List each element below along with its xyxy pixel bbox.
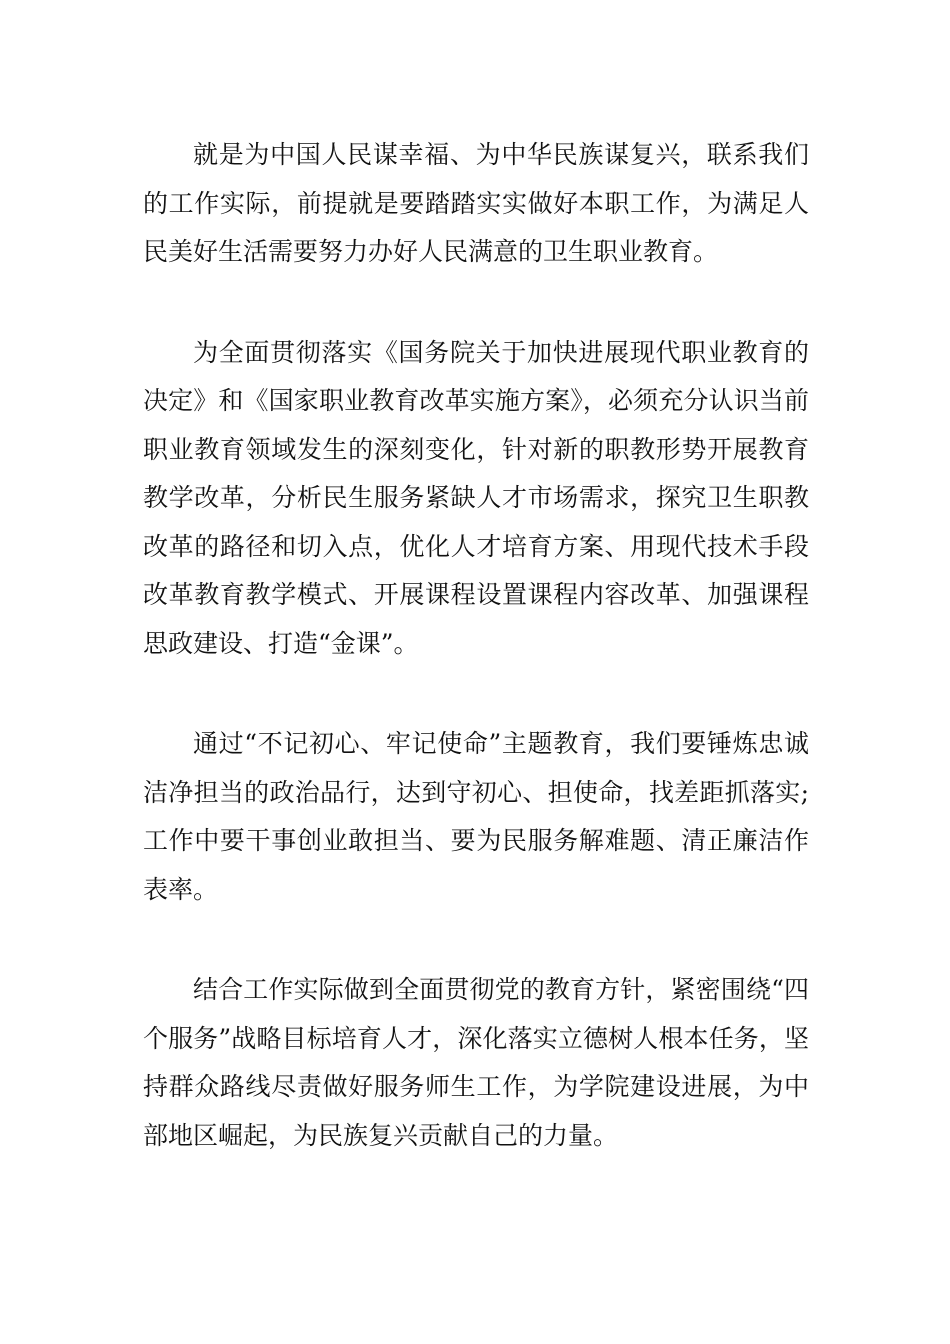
paragraph-1: 就是为中国人民谋幸福、为中华民族谋复兴，联系我们的工作实际，前提就是要踏踏实实做好本职工作，为满足人民美好生活需要努力办好人民满意的卫生职业教育。 [143,140,809,266]
paragraph-3: 通过“不记初心、牢记使命”主题教育，我们要锤炼忠诚洁净担当的政治品行，达到守初心、担使命，找差距抓落实;工作中要干事创业敢担当、要为民服务解难题、清正廉洁作表率。 [143,729,809,904]
paragraph-4: 结合工作实际做到全面贯彻党的教育方针，紧密围绕“四个服务”战略目标培育人才，深化落实立德树人根本任务，坚持群众路线尽责做好服务师生工作，为学院建设进展，为中部地区崛起，为民族复兴贡献自己的力量。 [143,975,809,1150]
document-body [143,131,809,1212]
paragraph-2: 为全面贯彻落实《国务院关于加快进展现代职业教育的决定》和《国家职业教育改革实施方案》，必须充分认识当前职业教育领域发生的深刻变化，针对新的职教形势开展教育教学改革，分析民生服务紧缺人才市场需求，探究卫生职教改革的路径和切入点，优化人才培育方案、用现代技术手段改革教育教学模式、开展课程设置课程内容改革、加强课程思政建设、打造“金课”。 [143,337,809,658]
